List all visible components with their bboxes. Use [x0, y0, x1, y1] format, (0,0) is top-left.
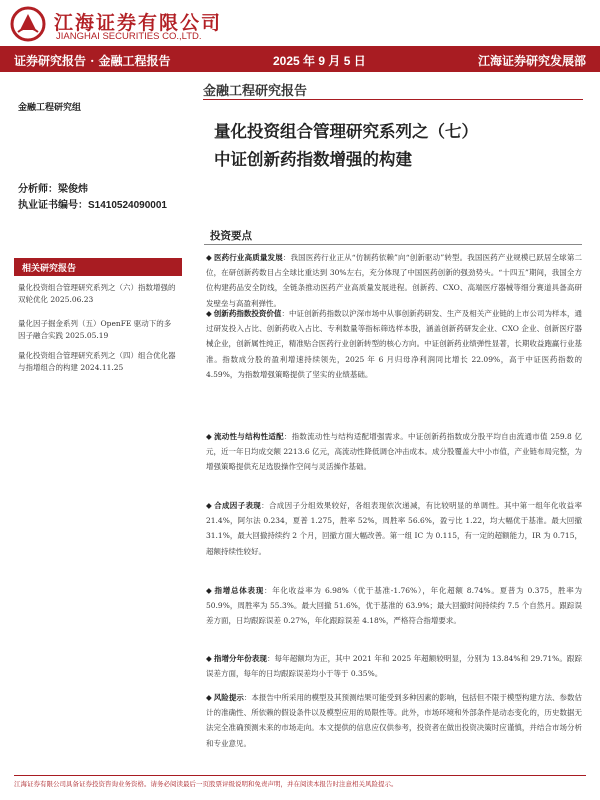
related-report-item[interactable]: 量化投资组合管理研究系列之（四）组合优化器与指增组合的构建 2024.11.25: [18, 351, 176, 372]
diamond-bullet-icon: ◆: [206, 586, 213, 595]
diamond-bullet-icon: ◆: [206, 309, 212, 318]
related-report-item[interactable]: 量化投资组合管理研究系列之（六）指数增强的双轮优化 2025.06.23: [18, 283, 176, 304]
report-type: 金融工程研究报告: [203, 84, 308, 99]
analyst-cert-label: 执业证书编号：: [18, 200, 88, 211]
research-team: 金融工程研究组: [18, 103, 82, 113]
diamond-bullet-icon: ◆: [206, 253, 212, 262]
key-point-text: ：中证创新药指数以沪深市场中从事创新药研发、生产及相关产业链的上市公司为样本，通过研发投入占比、创新药收入占比、专利数量等指标筛选样本股，涵盖创新药研发企业、CXO 企业、创新医疗器械企业，创新属性纯正，精准贴合医药行业创新转型的核心方向。中证创新药业绩弹性显著，长期收益跑赢行业基准。指数成分股的盈利增速持续领先，2025 年 6 月归母净利润同比增长 22.09%，高于中证医药指数的 4.59%，为指数增强策略提供了坚实的业绩基础。: [206, 309, 583, 379]
key-point-lead: 指增总体表现: [214, 586, 265, 595]
key-point-lead: 医药行业高质量发展: [213, 253, 283, 262]
analyst-name-value: 梁俊炜: [58, 184, 88, 195]
key-point-text: ：年化收益率为 6.98%（优于基准-1.76%），年化超额 8.74%。夏普为 0.375，胜率为 50.9%，周胜率为 55.3%。最大回撤 51.6%，优于基准的 63.9%；最大回撤时间持续约 7.5 个自然月。跟踪误差方面，日均跟踪误差 0.27%，年化跟踪误差 4.18%，严格符合指增要求。: [206, 586, 582, 626]
report-date: 2025 年 9 月 5 日: [273, 54, 366, 68]
key-point-text: ：指数流动性与结构适配增强需求。中证创新药指数成分股平均自由流通市值 259.8 亿元，近一年日均成交额 2213.6 亿元，高流动性降低调仓冲击成本。成分股覆盖大中小市值，产业链布局完整，为增强策略提供充足选股操作空间与灵活操作基础。: [206, 432, 583, 472]
key-point-lead: 流动性与结构性适配: [214, 432, 284, 441]
related-reports-heading: 相关研究报告: [14, 258, 182, 276]
related-report-item[interactable]: 量化因子掘金系列（五）OpenFE 驱动下的多因子融合实践 2025.05.19: [18, 319, 172, 340]
diamond-bullet-icon: ◆: [206, 693, 212, 702]
company-name-cn: 江海证券有限公司: [54, 12, 223, 34]
key-point-paragraph: [206, 651, 582, 681]
report-category: 证券研究报告 · 金融工程报告: [14, 54, 171, 68]
key-point-lead: 指增分年份表现: [213, 654, 267, 663]
key-point-text: ：每年超额均为正，其中 2021 年和 2025 年超额较明显，分别为 13.84%和 29.71%。跟踪误差方面，每年的日均跟踪误差均小于等于 0.35%。: [206, 654, 582, 679]
key-point-text: ：合成因子分组效果较好，各组表现依次递减，有比较明显的单调性。其中第一组年化收益率 21.4%，阿尔法 0.234，夏普 1.275，胜率 52%，周胜率 56.6%，盈亏比 1.22，均大幅优于基准。最大回撤 31.1%，最大回撤持续约 2 个月，回撤方面大幅改善。第一组 IC 为 0.115，有一定的超额能力，IR 为 0.715，超额持续性较好。: [206, 501, 583, 556]
key-point-lead: 风险提示: [213, 693, 244, 702]
company-name-en: JIANGHAI SECURITIES CO.,LTD.: [56, 31, 202, 42]
analyst-name-label: 分析师：: [18, 184, 58, 195]
diamond-bullet-icon: ◆: [206, 501, 213, 510]
footer-disclaimer: 江海证券有限公司具备证券投资咨询业务资格。请务必阅读最后一页股票评级说明和免责声明，并在阅读本报告时注意相关风险提示。: [14, 775, 586, 800]
company-logo: [10, 6, 230, 42]
report-title-line-1: 量化投资组合管理研究系列之（七）: [214, 122, 478, 141]
diamond-bullet-icon: ◆: [206, 654, 212, 663]
key-points-divider: [204, 244, 582, 245]
analyst-cert: [18, 196, 167, 211]
analyst-cert-value: S1410524090001: [88, 200, 167, 211]
key-point-paragraph: [206, 498, 582, 559]
key-points-heading: 投资要点: [210, 230, 252, 242]
key-point-paragraph: [206, 429, 582, 475]
company-logo-icon: [10, 6, 46, 42]
key-point-text: ：本报告中所采用的模型及其预测结果可能受到多种因素的影响，包括但不限于模型构建方法、参数估计的准确性、所依赖的假设条件以及模型应用的局限性等。此外，市场环境和外部条件是动态变化的，历史数据无法完全准确预测未来的市场走向。本文提供的信息应仅供参考，投资者在做出投资决策时应谨慎，并结合市场分析和专业意见。: [206, 693, 583, 748]
key-point-lead: 创新药指数投资价值: [213, 309, 282, 318]
department-name: 江海证券研究发展部: [477, 54, 586, 68]
key-point-paragraph: [206, 583, 582, 629]
report-title-line-2: 中证创新药指数增强的构建: [214, 150, 412, 169]
report-type-divider: [203, 99, 583, 100]
header-band: [0, 46, 600, 72]
analyst-name: [18, 180, 88, 195]
key-point-text: ：我国医药行业正从“仿制药依赖”向“创新驱动”转型。我国医药产业规模已跃居全球第二位，在研创新药数目占全球比重达到 30%左右，充分体现了中国医药创新的强劲势头。“十四五”期间，我国全方位构建药品安全防线，全链条推动医药产业高质量发展进程。创新药、CXO、高端医疗器械等细分赛道具备高研发壁垒与高盈利弹性。: [206, 253, 582, 308]
key-point-paragraph: [206, 306, 582, 382]
key-point-paragraph: [206, 250, 582, 311]
diamond-bullet-icon: ◆: [206, 432, 213, 441]
key-point-lead: 合成因子表现: [214, 501, 262, 510]
key-point-paragraph: [206, 690, 582, 751]
